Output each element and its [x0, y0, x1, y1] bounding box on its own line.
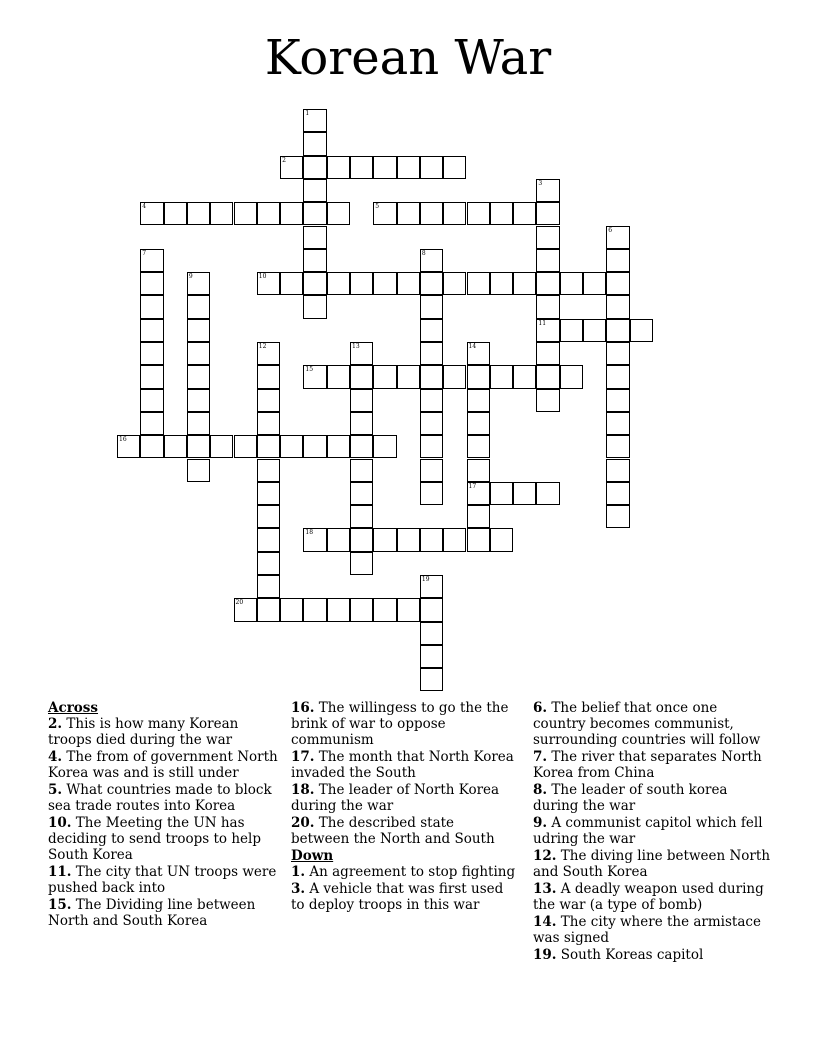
clue-number-label: 13 — [352, 343, 360, 350]
clue-number: 4. — [48, 749, 63, 765]
clue-down-7 — [533, 749, 773, 781]
grid-cell[interactable] — [164, 202, 187, 225]
clue-across-5 — [48, 782, 280, 814]
grid-cell[interactable] — [187, 365, 210, 388]
grid-cell[interactable] — [467, 342, 490, 365]
grid-cell[interactable] — [536, 179, 559, 202]
grid-cell[interactable] — [467, 528, 490, 551]
grid-cell[interactable] — [373, 365, 396, 388]
grid-cell[interactable] — [513, 365, 536, 388]
puzzle-title: Korean War — [264, 30, 552, 86]
grid-cell[interactable] — [513, 202, 536, 225]
clue-across-16 — [291, 700, 516, 748]
clue-down-13 — [533, 881, 773, 913]
clue-across-20 — [291, 815, 516, 847]
grid-cell[interactable] — [373, 528, 396, 551]
grid-cell[interactable] — [280, 272, 303, 295]
clue-number: 17. — [291, 749, 315, 765]
clue-text: The belief that once one country becomes communist, surrounding countries will follow — [533, 700, 761, 748]
clue-column-3 — [533, 700, 773, 964]
grid-cell[interactable] — [187, 459, 210, 482]
clue-number: 16. — [291, 700, 315, 716]
grid-cell[interactable] — [397, 156, 420, 179]
grid-cell[interactable] — [234, 202, 257, 225]
clue-number-label: 6 — [608, 226, 613, 234]
grid-cell[interactable] — [210, 435, 233, 458]
grid-cell[interactable] — [536, 342, 559, 365]
grid-cell[interactable] — [140, 319, 163, 342]
grid-cell[interactable] — [350, 389, 373, 412]
grid-cell[interactable] — [140, 435, 163, 458]
grid-cell[interactable] — [140, 365, 163, 388]
clue-number: 19. — [533, 947, 557, 963]
clue-across-15 — [48, 897, 280, 929]
grid-cell[interactable] — [350, 552, 373, 575]
clue-column-2 — [291, 700, 516, 914]
grid-cell[interactable] — [280, 156, 303, 179]
clue-number-label: 7 — [142, 249, 147, 257]
grid-cell[interactable] — [443, 528, 466, 551]
clue-down-6 — [533, 700, 773, 748]
clue-number: 1. — [291, 864, 306, 880]
grid-cell[interactable] — [257, 552, 280, 575]
grid-cell[interactable] — [536, 249, 559, 272]
clue-down-8 — [533, 782, 773, 814]
clue-text: A communist capitol which fell udring the war — [533, 815, 763, 847]
grid-cell[interactable] — [257, 412, 280, 435]
grid-cell[interactable] — [490, 528, 513, 551]
grid-cell[interactable] — [303, 179, 326, 202]
grid-cell[interactable] — [420, 272, 443, 295]
grid-cell[interactable] — [606, 389, 629, 412]
grid-cell[interactable] — [350, 412, 373, 435]
grid-cell[interactable] — [443, 202, 466, 225]
clue-number: 20. — [291, 815, 315, 831]
clue-number-label: 11 — [538, 319, 547, 327]
grid-cell[interactable] — [467, 389, 490, 412]
clue-number: 11. — [48, 864, 72, 880]
clue-number: 14. — [533, 914, 557, 930]
grid-cell[interactable] — [467, 459, 490, 482]
grid-cell[interactable] — [350, 342, 373, 365]
grid-cell[interactable] — [420, 668, 443, 691]
grid-cell[interactable] — [420, 575, 443, 598]
grid-cell[interactable] — [257, 202, 280, 225]
clue-number: 13. — [533, 881, 557, 897]
grid-cell[interactable] — [187, 295, 210, 318]
grid-cell[interactable] — [536, 202, 559, 225]
grid-cell[interactable] — [303, 528, 326, 551]
grid-cell[interactable] — [420, 482, 443, 505]
clue-text: The described state between the North and South — [291, 815, 495, 847]
clue-number: 8. — [533, 782, 548, 798]
grid-cell[interactable] — [303, 365, 326, 388]
grid-cell[interactable] — [630, 319, 653, 342]
grid-cell[interactable] — [373, 202, 396, 225]
clue-number: 15. — [48, 897, 72, 913]
clue-across-10 — [48, 815, 280, 863]
clue-text: The city that UN troops were pushed back into — [48, 864, 277, 896]
grid-cell[interactable] — [303, 156, 326, 179]
clue-number: 5. — [48, 782, 63, 798]
clue-text: What countries made to block sea trade routes into Korea — [48, 782, 272, 814]
clue-across-4 — [48, 749, 280, 781]
grid-cell[interactable] — [397, 202, 420, 225]
grid-cell[interactable] — [303, 226, 326, 249]
grid-cell[interactable] — [350, 365, 373, 388]
grid-cell[interactable] — [490, 482, 513, 505]
grid-cell[interactable] — [327, 202, 350, 225]
grid-cell[interactable] — [536, 319, 559, 342]
grid-cell[interactable] — [606, 226, 629, 249]
grid-cell[interactable] — [606, 249, 629, 272]
grid-cell[interactable] — [234, 598, 257, 621]
grid-cell[interactable] — [443, 365, 466, 388]
grid-cell[interactable] — [420, 342, 443, 365]
clue-number-label: 18 — [305, 529, 314, 537]
grid-cell[interactable] — [257, 389, 280, 412]
clue-number-label: 15 — [305, 366, 314, 374]
grid-cell[interactable] — [420, 249, 443, 272]
grid-cell[interactable] — [164, 435, 187, 458]
grid-cell[interactable] — [397, 365, 420, 388]
grid-cell[interactable] — [140, 272, 163, 295]
grid-cell[interactable] — [257, 342, 280, 365]
clue-text: The city where the armistace was signed — [533, 914, 761, 946]
grid-cell[interactable] — [303, 132, 326, 155]
grid-cell[interactable] — [350, 482, 373, 505]
clue-number: 7. — [533, 749, 548, 765]
grid-cell[interactable] — [583, 272, 606, 295]
grid-cell[interactable] — [606, 435, 629, 458]
grid-cell[interactable] — [397, 272, 420, 295]
clue-text: This is how many Korean troops died during the war — [48, 716, 239, 748]
grid-cell[interactable] — [420, 645, 443, 668]
grid-cell[interactable] — [117, 435, 140, 458]
grid-cell[interactable] — [327, 435, 350, 458]
grid-cell[interactable] — [350, 459, 373, 482]
grid-cell[interactable] — [303, 109, 326, 132]
grid-cell[interactable] — [257, 528, 280, 551]
grid-cell[interactable] — [257, 505, 280, 528]
grid-cell[interactable] — [350, 272, 373, 295]
clue-number-label: 9 — [188, 273, 193, 281]
grid-cell[interactable] — [536, 482, 559, 505]
across-heading: Across — [48, 700, 99, 716]
clue-number-label: 14 — [468, 343, 477, 350]
grid-cell[interactable] — [420, 365, 443, 388]
grid-cell[interactable] — [467, 412, 490, 435]
clue-across-11 — [48, 864, 280, 896]
grid-cell[interactable] — [303, 202, 326, 225]
grid-cell[interactable] — [560, 319, 583, 342]
grid-cell[interactable] — [420, 412, 443, 435]
grid-cell[interactable] — [350, 598, 373, 621]
grid-cell[interactable] — [280, 598, 303, 621]
grid-cell[interactable] — [140, 295, 163, 318]
grid-cell[interactable] — [327, 156, 350, 179]
grid-cell[interactable] — [536, 272, 559, 295]
grid-cell[interactable] — [560, 365, 583, 388]
clue-text: The leader of south korea during the war — [533, 782, 728, 814]
grid-cell[interactable] — [536, 295, 559, 318]
clue-text: The Meeting the UN has deciding to send troops to help South Korea — [48, 815, 261, 863]
clue-number-label: 17 — [468, 482, 477, 490]
grid-cell[interactable] — [513, 272, 536, 295]
grid-cell[interactable] — [187, 319, 210, 342]
grid-cell[interactable] — [606, 295, 629, 318]
grid-cell[interactable] — [467, 202, 490, 225]
clue-text: The month that North Korea invaded the South — [291, 749, 514, 781]
grid-cell[interactable] — [350, 156, 373, 179]
clue-number-label: 12 — [258, 343, 267, 350]
clue-text: The from of government North Korea was and is still under — [48, 749, 278, 781]
clue-text: An agreement to stop fighting — [309, 864, 516, 880]
grid-cell[interactable] — [606, 459, 629, 482]
clue-number-label: 3 — [538, 179, 543, 187]
grid-cell[interactable] — [397, 598, 420, 621]
clue-down-14 — [533, 914, 773, 946]
grid-cell[interactable] — [187, 389, 210, 412]
grid-cell[interactable] — [443, 272, 466, 295]
clue-down-1 — [291, 864, 516, 880]
grid-cell[interactable] — [257, 598, 280, 621]
grid-cell[interactable] — [536, 226, 559, 249]
grid-cell[interactable] — [606, 365, 629, 388]
grid-cell[interactable] — [373, 272, 396, 295]
clue-number-label: 10 — [258, 273, 267, 281]
grid-cell[interactable] — [467, 365, 490, 388]
grid-cell[interactable] — [187, 272, 210, 295]
clue-text: South Koreas capitol — [560, 947, 704, 963]
grid-cell[interactable] — [350, 505, 373, 528]
clue-across-17 — [291, 749, 516, 781]
grid-cell[interactable] — [210, 202, 233, 225]
grid-cell[interactable] — [536, 389, 559, 412]
grid-cell[interactable] — [606, 272, 629, 295]
grid-cell[interactable] — [140, 342, 163, 365]
clue-across-18 — [291, 782, 516, 814]
grid-cell[interactable] — [467, 435, 490, 458]
grid-cell[interactable] — [606, 319, 629, 342]
grid-cell[interactable] — [373, 156, 396, 179]
grid-cell[interactable] — [280, 202, 303, 225]
clue-text: The leader of North Korea during the war — [291, 782, 500, 814]
clue-text: The river that separates North Korea from China — [533, 749, 762, 781]
clue-number-label: 20 — [235, 599, 244, 607]
grid-cell[interactable] — [257, 482, 280, 505]
clue-down-12 — [533, 848, 773, 880]
grid-cell[interactable] — [303, 598, 326, 621]
clue-down-19 — [533, 947, 773, 963]
clue-number-label: 2 — [282, 156, 286, 164]
grid-cell[interactable] — [490, 202, 513, 225]
grid-cell[interactable] — [397, 528, 420, 551]
grid-cell[interactable] — [350, 528, 373, 551]
grid-cell[interactable] — [140, 389, 163, 412]
grid-cell[interactable] — [583, 319, 606, 342]
grid-cell[interactable] — [327, 365, 350, 388]
grid-cell[interactable] — [420, 435, 443, 458]
grid-cell[interactable] — [257, 272, 280, 295]
grid-cell[interactable] — [257, 365, 280, 388]
grid-cell[interactable] — [467, 482, 490, 505]
clue-number: 18. — [291, 782, 315, 798]
clue-number: 6. — [533, 700, 548, 716]
clue-number: 10. — [48, 815, 72, 831]
grid-cell[interactable] — [490, 272, 513, 295]
grid-cell[interactable] — [303, 295, 326, 318]
grid-cell[interactable] — [187, 342, 210, 365]
grid-cell[interactable] — [420, 598, 443, 621]
grid-cell[interactable] — [303, 435, 326, 458]
clue-number-label: 16 — [119, 436, 127, 444]
grid-cell[interactable] — [187, 435, 210, 458]
grid-cell[interactable] — [513, 482, 536, 505]
grid-cell[interactable] — [303, 249, 326, 272]
grid-cell[interactable] — [420, 389, 443, 412]
clue-text: The diving line between North and South Korea — [533, 848, 771, 880]
grid-cell[interactable] — [420, 202, 443, 225]
grid-cell[interactable] — [140, 249, 163, 272]
clue-down-9 — [533, 815, 773, 847]
clue-number-label: 19 — [421, 576, 430, 583]
grid-cell[interactable] — [420, 156, 443, 179]
grid-cell[interactable] — [257, 575, 280, 598]
grid-cell[interactable] — [606, 342, 629, 365]
grid-cell[interactable] — [327, 272, 350, 295]
grid-cell[interactable] — [373, 435, 396, 458]
grid-cell[interactable] — [327, 598, 350, 621]
grid-cell[interactable] — [350, 435, 373, 458]
clue-number: 2. — [48, 716, 63, 732]
clue-down-3 — [291, 881, 516, 913]
clue-across-2 — [48, 716, 280, 748]
grid-cell[interactable] — [257, 459, 280, 482]
clue-number-label: 8 — [421, 249, 426, 257]
clue-text: The willingess to go the the brink of war to oppose communism — [291, 700, 509, 748]
clue-text: A deadly weapon used during the war (a type of bomb) — [533, 881, 764, 913]
clue-column-1 — [48, 700, 280, 930]
grid-cell[interactable] — [187, 202, 210, 225]
grid-cell[interactable] — [467, 505, 490, 528]
clue-number-label: 1 — [305, 110, 310, 117]
grid-cell[interactable] — [420, 528, 443, 551]
grid-cell[interactable] — [280, 435, 303, 458]
grid-cell[interactable] — [140, 412, 163, 435]
grid-cell[interactable] — [234, 435, 257, 458]
grid-cell[interactable] — [443, 156, 466, 179]
grid-cell[interactable] — [490, 365, 513, 388]
grid-cell[interactable] — [606, 482, 629, 505]
grid-cell[interactable] — [420, 319, 443, 342]
clue-number: 3. — [291, 881, 306, 897]
grid-cell[interactable] — [373, 598, 396, 621]
grid-cell[interactable] — [327, 528, 350, 551]
down-heading: Down — [291, 848, 334, 864]
grid-cell[interactable] — [606, 412, 629, 435]
clue-number-label: 4 — [142, 203, 147, 211]
grid-cell[interactable] — [257, 435, 280, 458]
grid-cell[interactable] — [420, 622, 443, 645]
grid-cell[interactable] — [467, 272, 490, 295]
clue-text: A vehicle that was first used to deploy troops in this war — [291, 881, 504, 913]
grid-cell[interactable] — [560, 272, 583, 295]
grid-cell[interactable] — [187, 412, 210, 435]
grid-cell[interactable] — [303, 272, 326, 295]
grid-cell[interactable] — [420, 459, 443, 482]
clue-number: 9. — [533, 815, 548, 831]
grid-cell[interactable] — [420, 295, 443, 318]
clue-text: The Dividing line between North and South Korea — [48, 897, 256, 929]
clue-number: 12. — [533, 848, 557, 864]
grid-cell[interactable] — [536, 365, 559, 388]
grid-cell[interactable] — [140, 202, 163, 225]
clue-number-label: 5 — [375, 203, 380, 211]
grid-cell[interactable] — [606, 505, 629, 528]
